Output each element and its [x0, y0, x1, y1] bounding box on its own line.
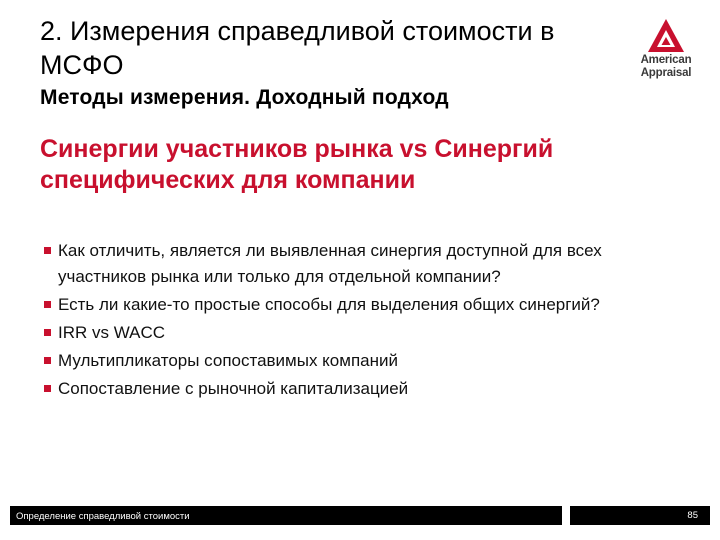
- bullet-text: Есть ли какие-то простые способы для выделения общих синергий?: [58, 295, 600, 314]
- square-bullet-icon: [44, 385, 51, 392]
- footer-bar: [10, 506, 562, 525]
- bullet-text: IRR vs WACC: [58, 323, 166, 342]
- section-heading: Синергии участников рынка vs Синергий специфических для компании: [40, 135, 554, 194]
- bullet-item: [44, 292, 634, 318]
- bullet-text: Сопоставление с рыночной капитализацией: [58, 379, 409, 398]
- square-bullet-icon: [44, 247, 51, 254]
- page-number-box: [570, 506, 710, 525]
- bullet-text: Мультипликаторы сопоставимых компаний: [58, 351, 398, 370]
- square-bullet-icon: [44, 329, 51, 336]
- logo-line-1: American: [640, 54, 692, 66]
- red-triangle-logo-icon: [647, 18, 685, 54]
- bullet-item: [44, 320, 634, 346]
- logo-line-2: Appraisal: [640, 67, 692, 79]
- square-bullet-icon: [44, 357, 51, 364]
- slide-title: 2. Измерения справедливой стоимости в МСФО: [40, 16, 555, 80]
- bullet-item: [44, 348, 634, 374]
- bullet-item: [44, 376, 634, 402]
- bullet-list: [44, 238, 634, 404]
- company-logo: [626, 18, 706, 84]
- slide-subtitle: Методы измерения. Доходный подход: [40, 86, 449, 109]
- square-bullet-icon: [44, 301, 51, 308]
- footer-text: Определение справедливой стоимости: [16, 511, 190, 522]
- page-number: 85: [687, 510, 698, 521]
- bullet-text: Как отличить, является ли выявленная синергия доступной для всех участников рынка или только для отдельной компании?: [58, 241, 602, 286]
- bullet-item: [44, 238, 634, 290]
